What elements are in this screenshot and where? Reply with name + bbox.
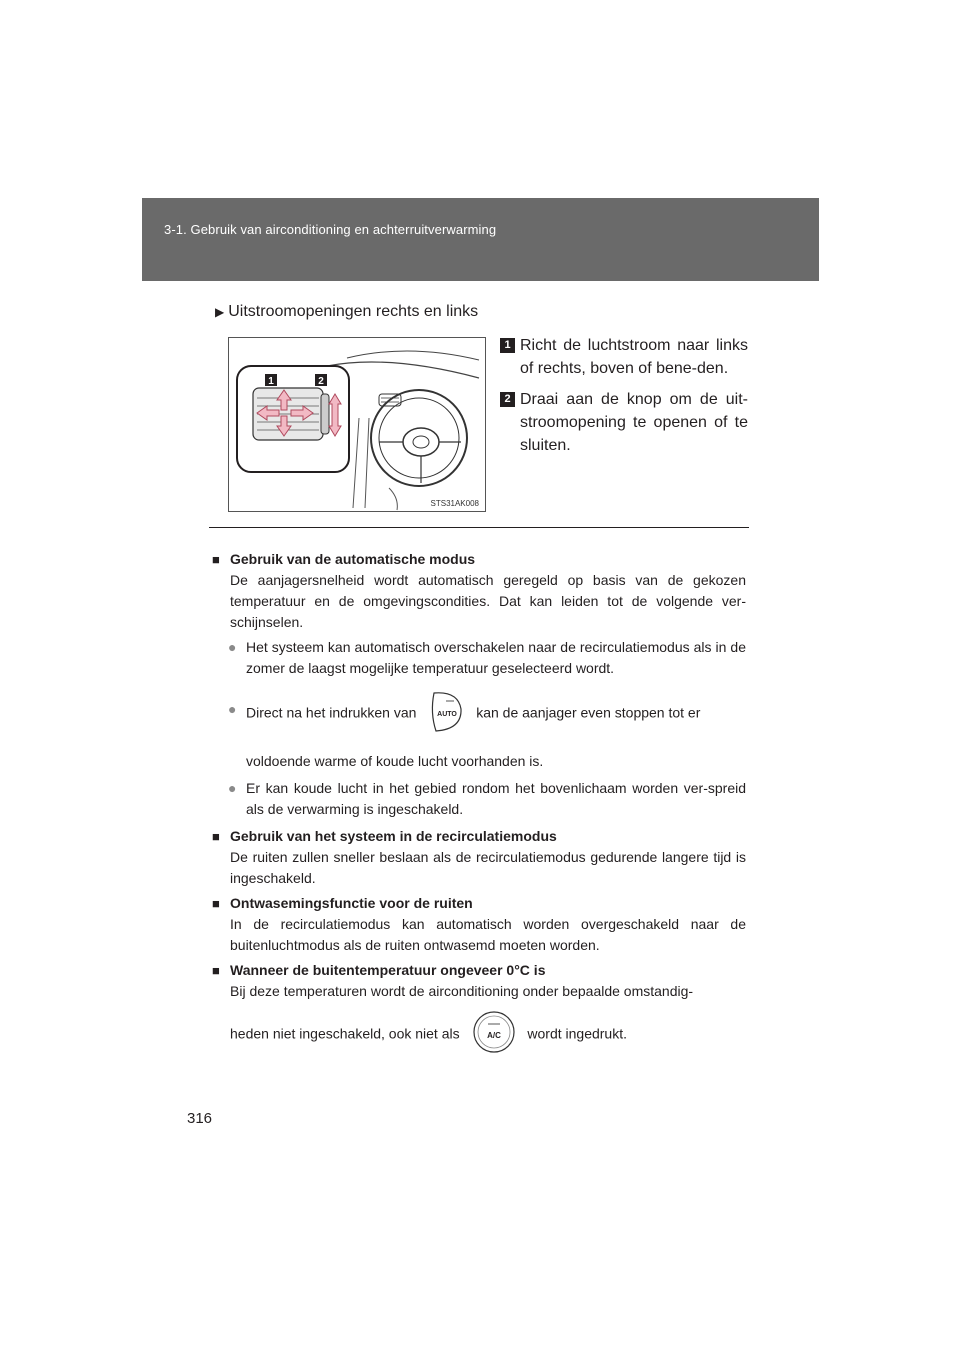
vent-steps [500, 334, 748, 465]
bullet-recirc-summer: ● Het systeem kan automatisch overschakelen naar de recirculatiemodus als in de zomer de laagst mogelijke temperatuur geselecteerd wordt. [228, 639, 746, 676]
square-bullet-icon: ■ [212, 829, 220, 844]
circle-bullet-icon: ● [228, 639, 237, 655]
bullet-cold-air: ● Er kan koude lucht in het gebied rondom het bovenlichaam worden ver-spreid als de verwarming is ingeschakeld. [228, 780, 746, 817]
note-body-outside-temp: Bij deze temperaturen wordt de airconditioning onder bepaalde omstandig- heden niet ingeschakeld, ook niet als A/C wordt ingedrukt. [212, 981, 746, 1060]
note-body-recirc: De ruiten zullen sneller beslaan als de recirculatiemodus gedurende langere tijd is ingeschakeld. [230, 849, 746, 886]
dashboard-vent-drawing [229, 338, 485, 511]
square-bullet-icon: ■ [212, 896, 220, 911]
triangle-right-icon: ▶ [215, 305, 225, 319]
note-body-defog: In de recirculatiemodus kan automatisch worden overgeschakeld naar de buitenluchtmodus als de ruiten ontwasemd moeten worden. [230, 916, 746, 953]
bullet-auto-continuation: voldoende warme of koude lucht voorhanden is. [246, 753, 544, 769]
bullet-auto-button: ● Direct na het indrukken van AUTO kan de aanjager even stoppen tot er voldoende warme of koude lucht voorhanden is. [212, 689, 746, 772]
circle-bullet-icon: ● [228, 701, 237, 717]
notes-section [212, 545, 746, 1064]
step-2 [500, 388, 748, 457]
note-title-auto-mode: ■ Gebruik van de automatische modus [212, 549, 746, 570]
page-number: 316 [187, 1110, 213, 1127]
section-title: 3-1. Gebruik van airconditioning en achterruitverwarming [164, 222, 497, 237]
svg-text:1: 1 [268, 376, 274, 387]
outside-temp-line2: heden niet ingeschakeld, ook niet als A/C wordt ingedrukt. [230, 1010, 746, 1060]
step-text: Draai aan de knop om de uit-stroomopening te openen of te sluiten. [520, 391, 748, 454]
vents-heading-text: Uitstroomopeningen rechts en links [228, 303, 479, 320]
svg-text:2: 2 [318, 376, 324, 387]
auto-button-icon [428, 689, 464, 739]
step-1 [500, 334, 748, 380]
ac-button-label: A/C [486, 1031, 501, 1040]
ac-button-icon [472, 1010, 516, 1060]
note-body-auto-mode: De aanjagersnelheid wordt automatisch geregeld op basis van de gekozen temperatuur en de omgevingscondities. Dat kan leiden tot de volgende ver-schijnselen. [230, 572, 746, 630]
vent-illustration [228, 337, 486, 512]
step-text: Richt de luchtstroom naar links of rechts, boven of bene-den. [520, 337, 748, 377]
square-bullet-icon: ■ [212, 963, 220, 978]
auto-button-label: AUTO [437, 711, 458, 718]
square-bullet-icon: ■ [212, 552, 220, 567]
section-header [142, 198, 819, 281]
step-number-badge: 1 [500, 338, 515, 353]
step-number-badge: 2 [500, 392, 515, 407]
figure-code: STS31AK008 [430, 499, 479, 508]
section-divider [209, 527, 749, 528]
note-title-outside-temp: ■ Wanneer de buitentemperatuur ongeveer 0°C is [212, 960, 746, 981]
note-title-defog: ■ Ontwasemingsfunctie voor de ruiten [212, 893, 746, 914]
note-title-recirc: ■ Gebruik van het systeem in de recirculatiemodus [212, 826, 746, 847]
circle-bullet-icon: ● [228, 780, 237, 796]
vents-heading [215, 303, 478, 321]
